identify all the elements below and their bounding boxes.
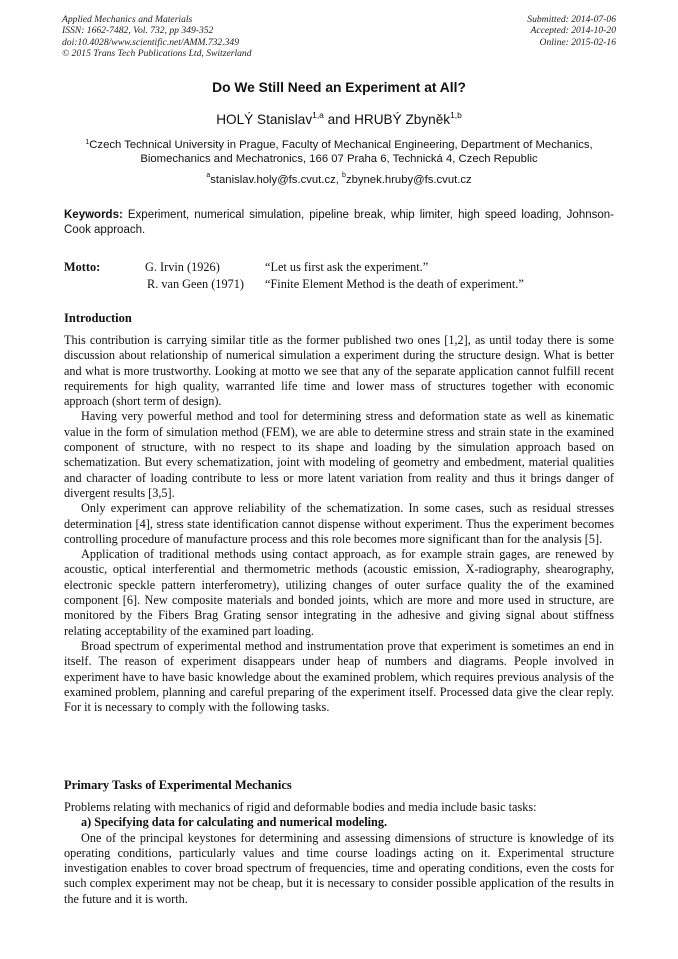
- paragraph: Application of traditional methods using contact approach, as for example strain gages, are renewed by acoustic, optical interferential and thermometric methods (acoustic emission, X-radiography, shearography, electronic speckle pattern interferometry), utilizing changes of outer surface quality the of the examined component [6]. New composite materials and bonded joints, which are more and more used in structure, are monitored by the Fibers Brag Grating sensor integrating in the adhesive and giving signal about stiffness relating acceptability of the examined part loading.: [64, 547, 614, 638]
- introduction-body: [64, 333, 614, 715]
- affiliation-text: Czech Technical University in Prague, Faculty of Mechanical Engineering, Department of Mechanics, Biomechanics and Mechatronics, 166 07 Praha 6, Technická 4, Czech Republic: [89, 139, 593, 166]
- motto-label: Motto:: [64, 260, 101, 274]
- author-1: HOLÝ Stanislav: [216, 112, 313, 127]
- introduction-heading: Introduction: [64, 311, 132, 325]
- keywords-label: Keywords:: [64, 209, 123, 221]
- affiliation-sup: 1: [85, 139, 90, 147]
- motto-quote: “Finite Element Method is the death of experiment.”: [265, 276, 524, 291]
- paragraph: Having very powerful method and tool for determining stress and deformation state as well as kinematic value in the form of simulation method (FEM), we are able to determine stress and strain state in the examined component of structure, with no respect to its shape and loading by the simulation approach based on schematization. But every schematization, joint with modeling of geometry and embedment, material qualities and character of loading contribute to less or more latent variation from reality and thus it brings danger of divergent results [3,5].: [64, 409, 614, 500]
- submitted-date: Submitted: 2014-07-06: [527, 14, 616, 25]
- journal-name: Applied Mechanics and Materials: [62, 14, 193, 25]
- issn-info: ISSN: 1662-7482, Vol. 732, pp 349-352: [62, 25, 214, 37]
- subheading: a) Specifying data for calculating and numerical modeling.: [81, 815, 388, 830]
- keywords-text: Experiment, numerical simulation, pipeline break, whip limiter, high speed loading, Johnson-Cook approach.: [64, 209, 614, 236]
- header-left: [62, 14, 252, 60]
- email-b-sup: b: [342, 172, 346, 180]
- copyright-info: © 2015 Trans Tech Publications Ltd, Switzerland: [62, 48, 252, 60]
- email-a: stanislav.holy@fs.cvut.cz,: [210, 174, 343, 186]
- header-right: [527, 14, 616, 48]
- paragraph: Only experiment can approve reliability of the schematization. In some cases, such as residual stresses determination [4], stress state identification cannot dispense without experiment. Thus the experiment becomes controlling procedure of manufacture process and this role becomes more significant than for the analysis [5].: [64, 501, 614, 546]
- keywords: [64, 208, 614, 238]
- accepted-date: Accepted: 2014-10-20: [530, 25, 616, 37]
- paragraph: One of the principal keystones for determining and assessing dimensions of structure is knowledge of its operating conditions, particularly values and time course loadings acting on it. Experimental structure investigation enables to cover broad spectrum of frequencies, time and operating conditions, even the costs for such complex experiment may not be cheap, but it is necessary to consider possible application of the results in the future and it is worth.: [64, 830, 614, 906]
- author-2: HRUBÝ Zbyněk: [354, 112, 451, 127]
- paragraph: Broad spectrum of experimental method and instrumentation prove that experiment is sometimes an end in itself. The reason of experiment disappears under heap of numbers and diagrams. People involved in experiment have to have basic knowledge about the examined problem, which requires previous analysis of the examined problem, planning and careful preparing of the experiment itself. Processed data give the clear reply. For it is necessary to comply with the following tasks.: [64, 638, 614, 715]
- publication-header: [62, 14, 616, 66]
- paragraph: Problems relating with mechanics of rigid and deformable bodies and media include basic tasks:: [64, 800, 537, 814]
- paragraph: This contribution is carrying similar title as the former published two ones [1,2], as until today there is some discussion about relationship of numerical simulation a experiment during the structure design. What is better and what is more trustworthy. Looking at motto we see that any of the separate application cannot fulfill recent requirements for high quality, warranted life time and lower mass of structures together with economic approach (short term of design).: [64, 333, 614, 409]
- author-1-sup: 1,a: [312, 109, 324, 120]
- email-line: [40, 174, 638, 186]
- motto-quote: “Let us first ask the experiment.”: [265, 260, 429, 274]
- primary-tasks-body: [64, 800, 614, 907]
- author-conj: and: [323, 112, 355, 127]
- online-date: Online: 2015-02-16: [539, 36, 616, 48]
- doi-info: doi:10.4028/www.scientific.net/AMM.732.349: [62, 36, 240, 48]
- email-a-sup: a: [206, 172, 211, 180]
- affiliation: [64, 138, 614, 167]
- author-2-sup: 1,b: [450, 109, 462, 120]
- email-b: zbynek.hruby@fs.cvut.cz: [345, 174, 472, 186]
- primary-tasks-heading: Primary Tasks of Experimental Mechanics: [64, 778, 292, 792]
- motto-author: G. Irvin (1926): [145, 260, 220, 274]
- motto-author: R. van Geen (1971): [147, 276, 244, 291]
- author-line: [40, 109, 638, 127]
- paper-title: Do We Still Need an Experiment at All?: [212, 80, 466, 95]
